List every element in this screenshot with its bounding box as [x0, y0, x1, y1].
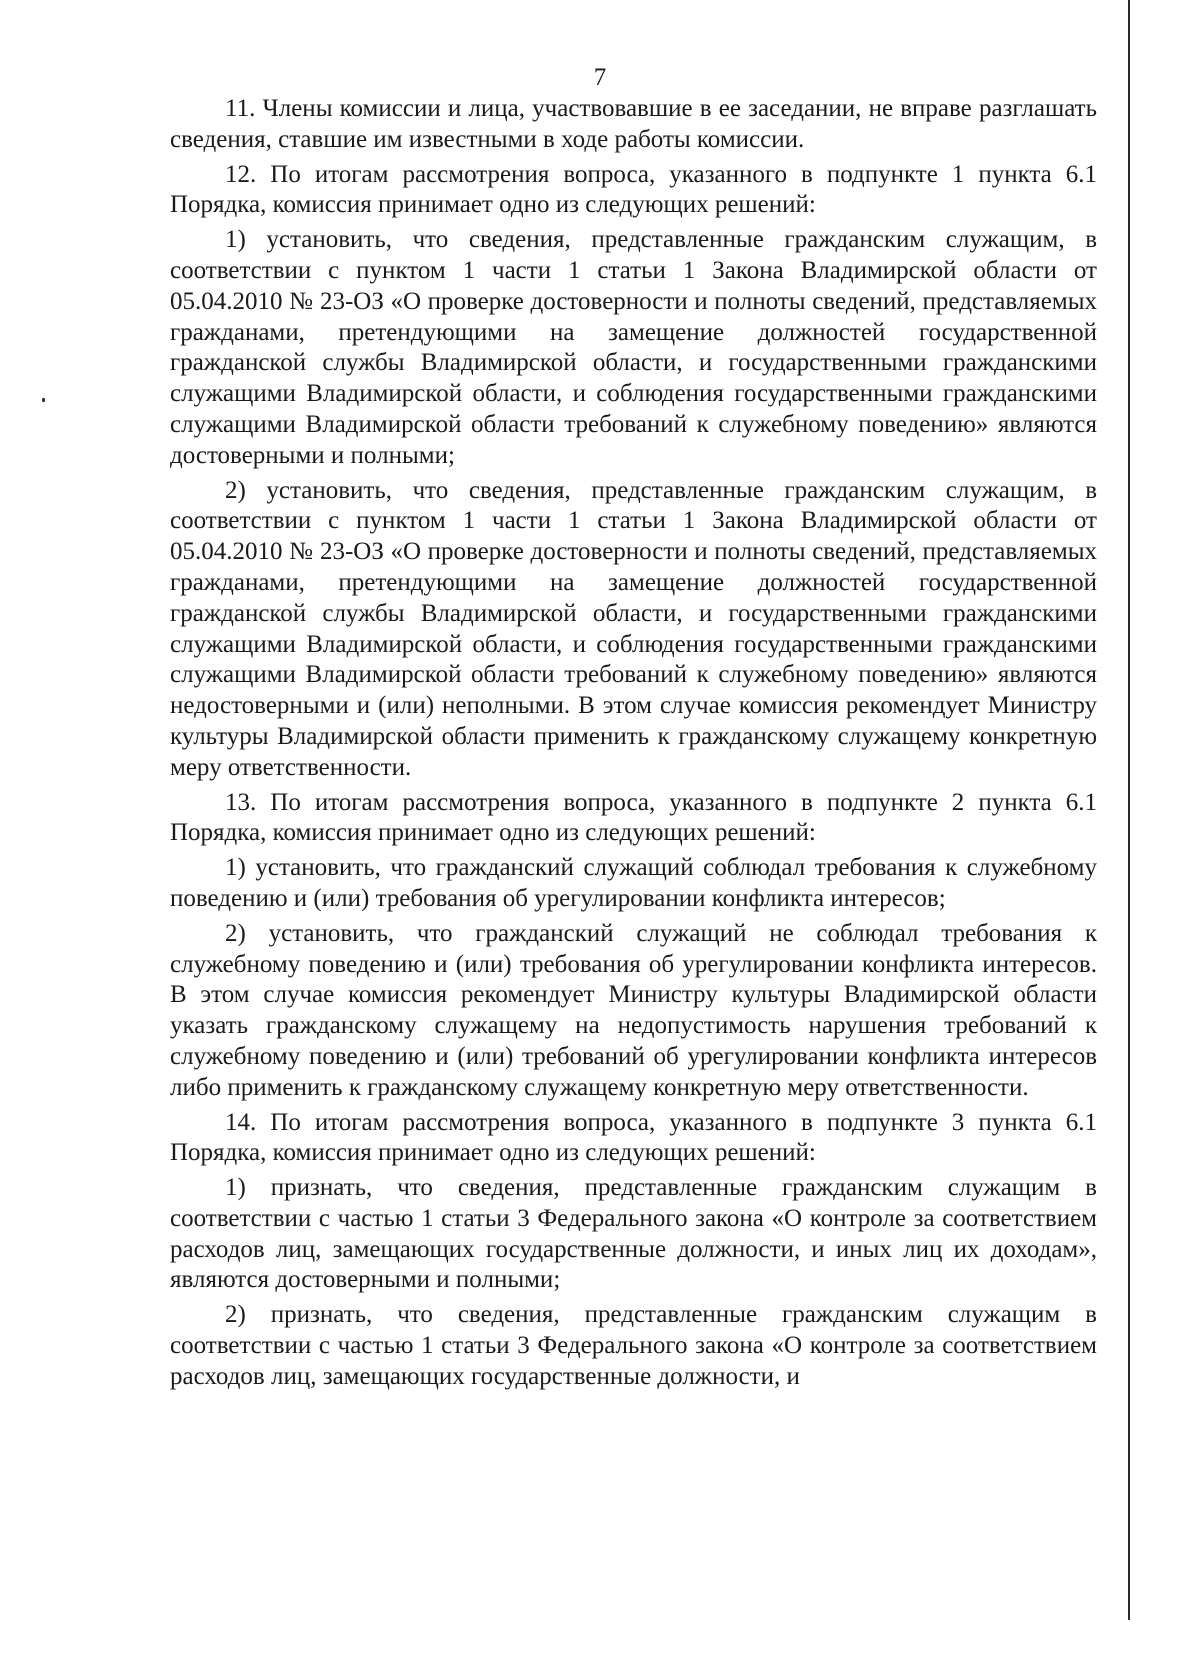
paragraph-13-subitem-1: 1) установить, что гражданский служащий соблюдал требования к служебному поведению и (или) требования об урегулировании конфликта интересов; — [170, 854, 1097, 912]
paragraph-item-14: 14. По итогам рассмотрения вопроса, указанного в подпункте 3 пункта 6.1 Порядка, комиссия принимает одно из следующих решений: — [170, 1108, 1097, 1167]
scan-speck — [42, 398, 45, 402]
paragraph-item-13: 13. По итогам рассмотрения вопроса, указанного в подпункте 2 пункта 6.1 Порядка, комиссия принимает одно из следующих решений: — [170, 788, 1097, 847]
paragraph-13-subitem-2: 2) установить, что гражданский служащий не соблюдал требования к служебному поведению и (или) требования об урегулировании конфликта интересов. В этом случае комиссия рекомендует Министру культуры Владимирской области указать гражданскому служащему на недопустимость нарушения требований к служебному поведению и (или) требований об урегулировании конфликта интересов либо применить к гражданскому служащему конкретную меру ответственности. — [170, 919, 1097, 1101]
paragraph-12-subitem-2: 2) установить, что сведения, представленные гражданским служащим, в соответствии с пунктом 1 части 1 статьи 1 Закона Владимирской области от 05.04.2010 № 23-ОЗ «О проверке достоверности и полноты сведений, представляемых гражданами, претендующими на замещение должностей государственной гражданской службы Владимирской области, и государственными гражданскими служащими Владимирской области, и соблюдения государственными гражданскими служащими Владимирской области требований к служебному поведению» являются недостоверными и (или) неполными. В этом случае комиссия рекомендует Министру культуры Владимирской области применить к гражданскому служащему конкретную меру ответственности. — [170, 476, 1097, 781]
document-body — [170, 94, 1097, 1393]
page-number: 7 — [593, 64, 607, 91]
page-edge-rule — [1128, 0, 1130, 1620]
paragraph-item-12: 12. По итогам рассмотрения вопроса, указанного в подпункте 1 пункта 6.1 Порядка, комиссия принимает одно из следующих решений: — [170, 160, 1097, 219]
paragraph-12-subitem-1: 1) установить, что сведения, представленные гражданским служащим, в соответствии с пунктом 1 части 1 статьи 1 Закона Владимирской области от 05.04.2010 № 23-ОЗ «О проверке достоверности и полноты сведений, представляемых гражданами, претендующими на замещение должностей государственной гражданской службы Владимирской области, и государственными гражданскими служащими Владимирской области, и соблюдения государственными гражданскими служащими Владимирской области требований к служебному поведению» являются достоверными и полными; — [170, 226, 1097, 469]
paragraph-item-11: 11. Члены комиссии и лица, участвовавшие в ее заседании, не вправе разглашать сведения, ставшие им известными в ходе работы комиссии. — [170, 95, 1097, 153]
paragraph-14-subitem-1: 1) признать, что сведения, представленные гражданским служащим в соответствии с частью 1 статьи 3 Федерального закона «О контроле за соответствием расходов лиц, замещающих государственные должности, и иных лиц их доходам», являются достоверными и полными; — [170, 1174, 1097, 1294]
paragraph-14-subitem-2: 2) признать, что сведения, представленные гражданским служащим в соответствии с частью 1 статьи 3 Федерального закона «О контроле за соответствием расходов лиц, замещающих государственные должности, и — [170, 1301, 1097, 1390]
